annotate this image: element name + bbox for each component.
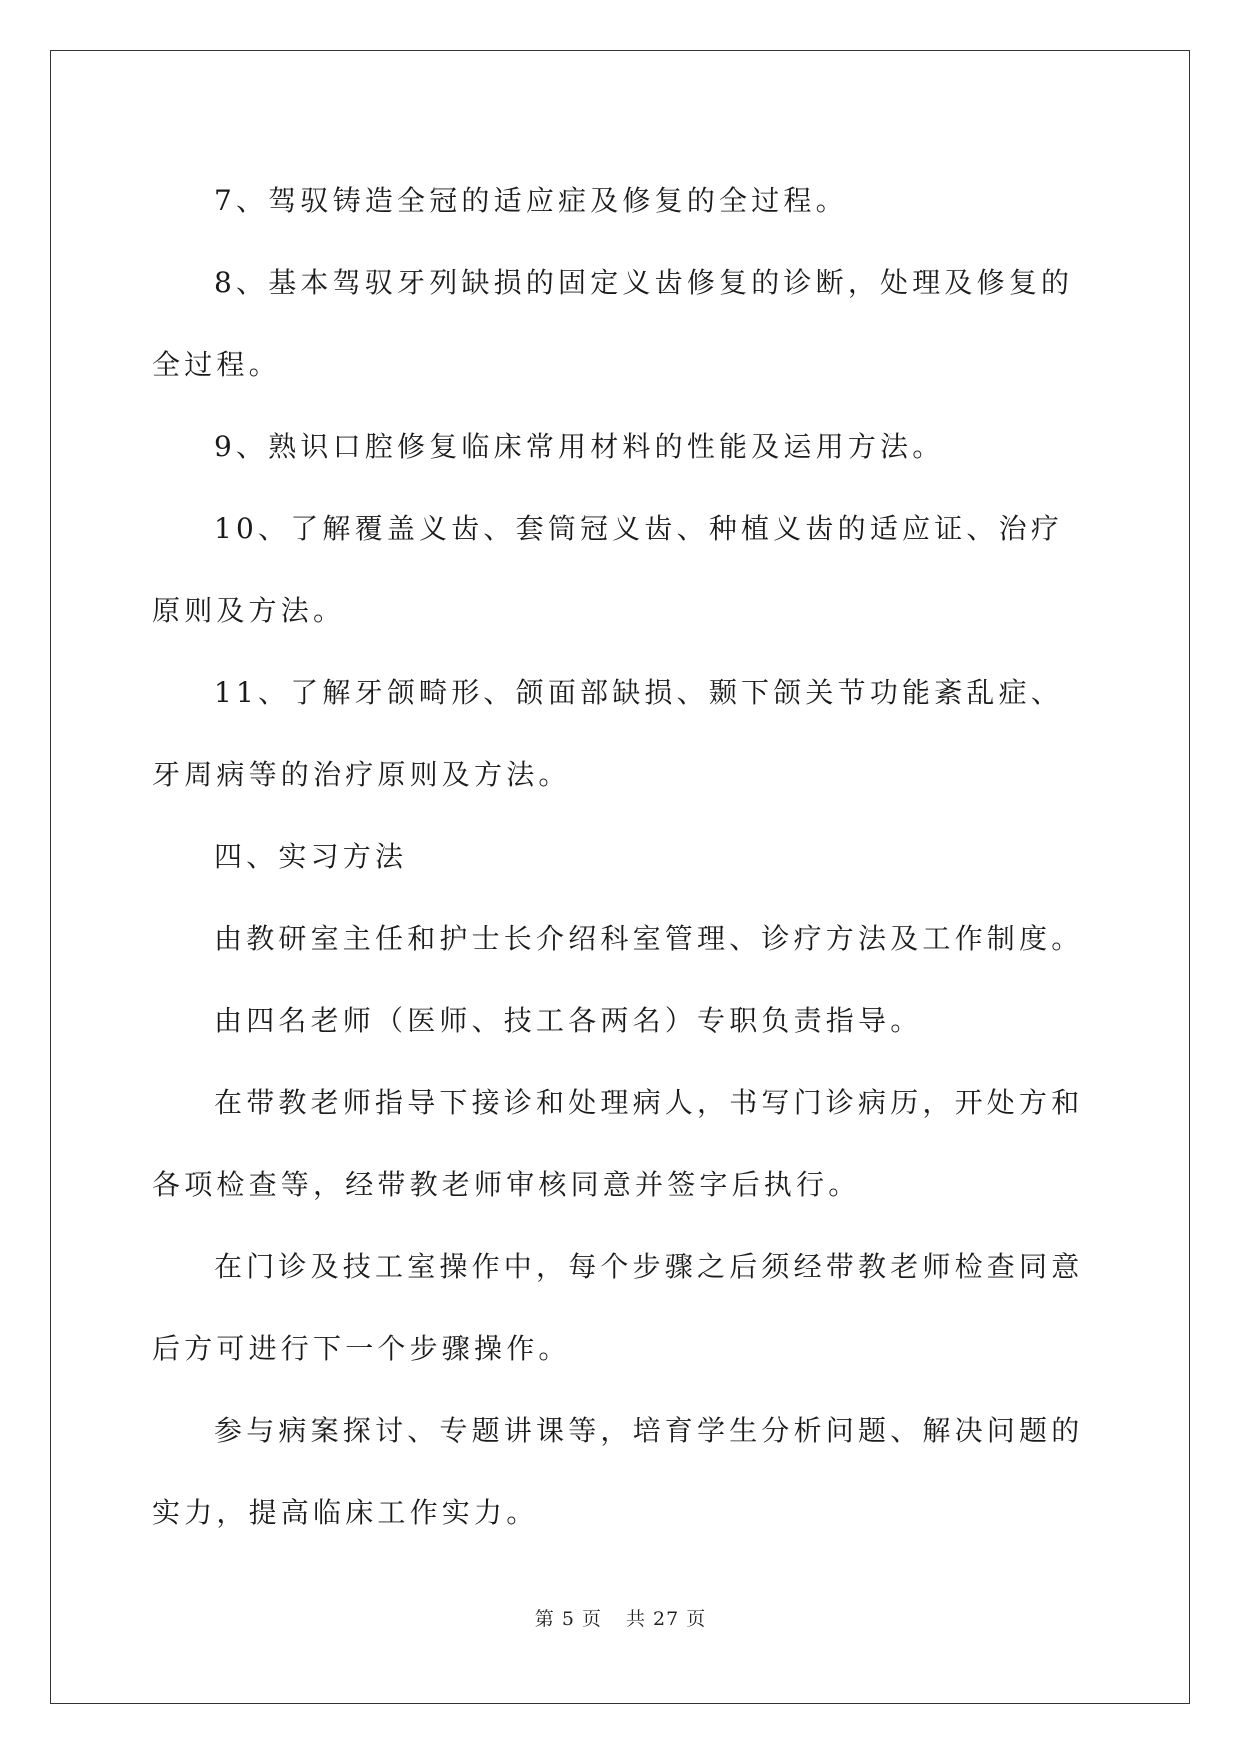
paragraph-method-1: 由教研室主任和护士长介绍科室管理、诊疗方法及工作制度。 xyxy=(214,922,1084,955)
section-heading: 四、实习方法 xyxy=(214,840,408,873)
paragraph-item-9: 9、熟识口腔修复临床常用材料的性能及运用方法。 xyxy=(214,430,945,463)
document-body xyxy=(152,160,1092,1554)
page-total: 共 27 页 xyxy=(625,1608,707,1630)
paragraph-item-10: 10、了解覆盖义齿、套筒冠义齿、种植义齿的适应证、治疗原则及方法。 xyxy=(152,512,1064,627)
paragraph-method-3: 在带教老师指导下接诊和处理病人，书写门诊病历，开处方和各项检查等，经带教老师审核同意并签字后执行。 xyxy=(152,1086,1084,1201)
paragraph-item-7: 7、驾驭铸造全冠的适应症及修复的全过程。 xyxy=(214,184,848,217)
paragraph-method-2: 由四名老师（医师、技工各两名）专职负责指导。 xyxy=(214,1004,923,1037)
paragraph-item-11: 11、了解牙颌畸形、颌面部缺损、颞下颌关节功能紊乱症、牙周病等的治疗原则及方法。 xyxy=(152,676,1064,791)
paragraph-method-5: 参与病案探讨、专题讲课等，培育学生分析问题、解决问题的实力，提高临床工作实力。 xyxy=(152,1414,1084,1529)
page-footer xyxy=(0,1604,1241,1631)
paragraph-method-4: 在门诊及技工室操作中，每个步骤之后须经带教老师检查同意后方可进行下一个步骤操作。 xyxy=(152,1250,1084,1365)
paragraph-item-8: 8、基本驾驭牙列缺损的固定义齿修复的诊断，处理及修复的全过程。 xyxy=(152,266,1074,381)
page-number: 第 5 页 xyxy=(534,1608,602,1630)
